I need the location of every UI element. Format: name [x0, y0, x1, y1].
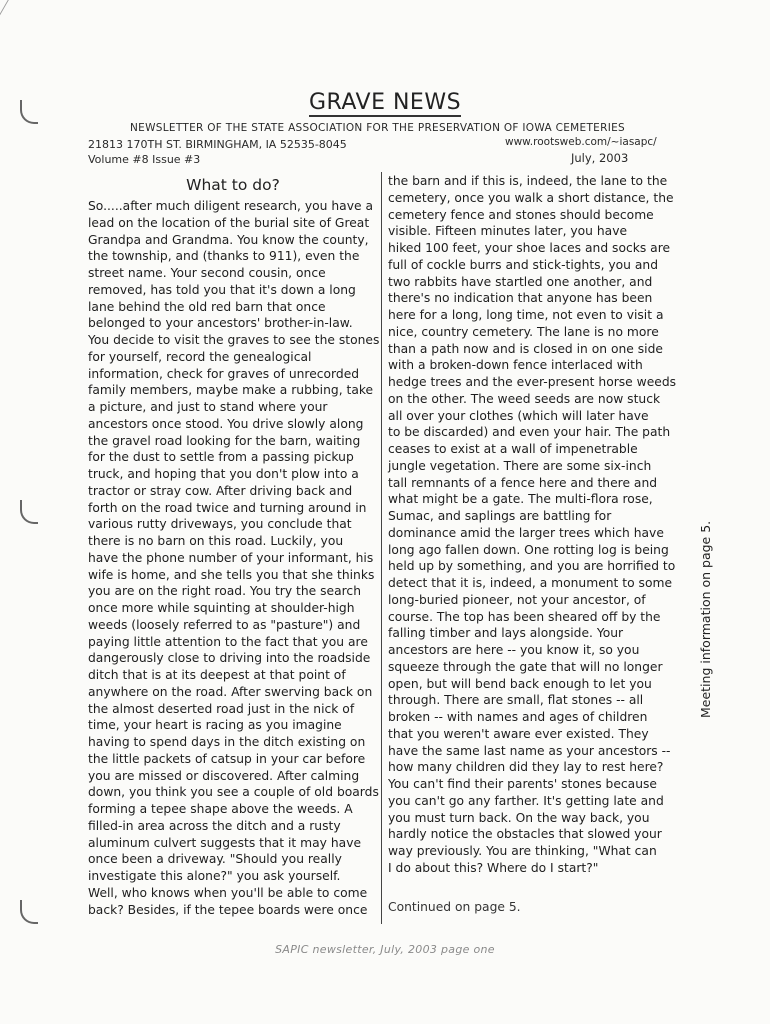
article-line: way previously. You are thinking, "What can [388, 844, 657, 858]
article-line: on the other. The weed seeds are now stuck [388, 391, 661, 406]
article-line: street name. Your second cousin, once [88, 266, 326, 280]
article-line: hedge trees and the ever-present horse weeds [388, 375, 677, 389]
article-line: I do about this? Where do I start?" [388, 860, 599, 875]
article-line: the gravel road looking for the barn, waiting [88, 433, 361, 448]
article-line: filled-in area across the ditch and a rusty [88, 818, 341, 833]
article-line: jungle vegetation. There are some six-inch [388, 458, 652, 473]
article-line: tractor or stray cow. After driving back and [88, 483, 353, 498]
sidebar-meeting-note: Meeting information on page 5. [698, 520, 713, 718]
article-line: what might be a gate. The multi-flora rose, [388, 492, 653, 507]
newsletter-volume-issue: Volume #8 Issue #3 [88, 153, 201, 166]
column-divider [381, 172, 382, 924]
article-line: hiked 100 feet, your shoe laces and socks are [388, 241, 671, 255]
article-line: squeeze through the gate that will no longer [388, 659, 663, 674]
article-line: once been a driveway. "Should you really [88, 852, 342, 867]
article-line: you are missed or discovered. After calming [88, 768, 360, 783]
article-line: here for a long, long time, not even to visit a [388, 308, 664, 322]
article-line: belonged to your ancestors' brother-in-law. [88, 316, 353, 331]
article-line: investigate this alone?" you ask yourself. [88, 869, 341, 883]
article-line: paying little attention to the fact that you are [88, 634, 368, 649]
continued-note: Continued on page 5. [388, 900, 521, 914]
article-line: full of cockle burrs and stick-tights, you and [388, 257, 659, 272]
article-line: cemetery, once you walk a short distance, the [388, 190, 674, 205]
article-line: removed, has told you that it's down a long [88, 282, 356, 297]
article-line: weeds (loosely referred to as "pasture") and [88, 617, 361, 632]
article-line: tall remnants of a fence here and there and [388, 475, 658, 490]
article-line: anywhere on the road. After swerving back on [88, 684, 373, 699]
article-line: nice, country cemetery. The lane is no more [388, 324, 659, 339]
article-line: You decide to visit the graves to see the stones [88, 333, 380, 347]
article-line: detect that it is, indeed, a monument to some [388, 576, 673, 590]
article-line: once more while squinting at shoulder-high [88, 601, 355, 615]
article-line: ancestors are here -- you know it, so you [388, 643, 640, 657]
article-line: you can't go any farther. It's getting late and [388, 793, 664, 808]
article-line: all over your clothes (which will later have [388, 408, 649, 423]
article-left-column [88, 198, 378, 918]
newsletter-address: 21813 170TH ST. BIRMINGHAM, IA 52535-8045 [88, 138, 347, 151]
article-line: the township, and (thanks to 911), even the [88, 249, 360, 264]
article-line: there's no indication that anyone has been [388, 291, 653, 306]
article-line: visible. Fifteen minutes later, you have [388, 224, 628, 239]
article-line: two rabbits have startled one another, and [388, 274, 653, 289]
article-line: with a broken-down fence interlaced with [388, 358, 643, 373]
newsletter-subtitle: NEWSLETTER OF THE STATE ASSOCIATION FOR THE PRESERVATION OF IOWA CEMETERIES [130, 122, 625, 134]
article-line: for the dust to settle from a passing pickup [88, 450, 354, 465]
article-line: you are on the right road. You try the search [88, 584, 361, 599]
article-line: family members, maybe make a rubbing, take [88, 383, 374, 398]
article-title: What to do? [186, 176, 280, 194]
article-line: ditch that is at its deepest at that point of [88, 668, 346, 682]
article-line: long-buried pioneer, not your ancestor, of [388, 592, 646, 607]
article-line: held up by something, and you are horrified to [388, 559, 676, 574]
article-line: hardly notice the obstacles that slowed your [388, 827, 662, 842]
article-line: there is no barn on this road. Luckily, you [88, 534, 344, 548]
article-right-column [388, 173, 678, 877]
article-line: ceases to exist at a wall of impenetrable [388, 442, 638, 456]
article-line: You can't find their parents' stones because [388, 777, 657, 791]
article-line: through. There are small, flat stones -- all [388, 693, 644, 708]
article-line: that you weren't aware ever existed. They [388, 726, 649, 741]
article-line: long ago fallen down. One rotting log is being [388, 542, 669, 557]
newsletter-website: www.rootsweb.com/~iasapc/ [505, 136, 657, 148]
article-line: than a path now and is closed in on one side [388, 341, 663, 356]
scan-mark-left-2 [20, 500, 38, 524]
article-line: have the phone number of your informant, his [88, 550, 374, 565]
article-line: the little packets of catsup in your car before [88, 751, 366, 766]
article-line: forming a tepee shape above the weeds. A [88, 802, 353, 816]
article-line: cemetery fence and stones should become [388, 207, 654, 222]
newsletter-date: July, 2003 [571, 151, 629, 165]
article-line: how many children did they lay to rest here? [388, 760, 664, 775]
article-line: back? Besides, if the tepee boards were once [88, 902, 368, 917]
article-line: to be discarded) and even your hair. The path [388, 425, 671, 440]
newsletter-title [0, 90, 770, 115]
article-line: time, your heart is racing as you imagine [88, 718, 342, 733]
article-line: falling timber and lays alongside. Your [388, 626, 624, 641]
article-line: course. The top has been sheared off by the [388, 609, 661, 624]
article-line: ancestors once stood. You drive slowly along [88, 416, 364, 431]
newsletter-title-text: GRAVE NEWS [308, 90, 462, 115]
article-line: wife is home, and she tells you that she thinks [88, 567, 375, 582]
article-line: dominance amid the larger trees which have [388, 525, 664, 540]
page-footer: SAPIC newsletter, July, 2003 page one [275, 943, 495, 956]
article-line: having to spend days in the ditch existing on [88, 735, 366, 749]
article-line: aluminum culvert suggests that it may have [88, 835, 362, 850]
article-line: a picture, and just to stand where your [88, 400, 328, 414]
article-line: forth on the road twice and turning around in [88, 500, 367, 515]
article-line: Sumac, and saplings are battling for [388, 509, 612, 523]
article-line: Grandpa and Grandma. You know the county, [88, 232, 369, 247]
article-line: information, check for graves of unrecorded [88, 366, 360, 381]
article-line: So.....after much diligent research, you have a [88, 199, 373, 213]
article-line: dangerously close to driving into the roadside [88, 651, 371, 666]
article-line: you must turn back. On the way back, you [388, 810, 650, 825]
article-line: various rutty driveways, you conclude that [88, 517, 352, 532]
article-line: for yourself, record the genealogical [88, 349, 312, 364]
scan-mark-top-left [0, 0, 23, 20]
article-line: lane behind the old red barn that once [88, 299, 326, 314]
article-line: truck, and hoping that you don't plow into a [88, 467, 359, 481]
article-line: lead on the location of the burial site of Great [88, 215, 370, 230]
article-line: open, but will bend back enough to let you [388, 676, 652, 691]
scan-mark-left-3 [20, 900, 38, 924]
article-line: the almost deserted road just in the nick of [88, 701, 355, 716]
article-line: broken -- with names and ages of children [388, 710, 648, 724]
article-line: the barn and if this is, indeed, the lane to the [388, 174, 668, 188]
article-line: Well, who knows when you'll be able to come [88, 885, 368, 900]
article-line: have the same last name as your ancestors -- [388, 743, 671, 758]
article-line: down, you think you see a couple of old boards [88, 785, 379, 800]
